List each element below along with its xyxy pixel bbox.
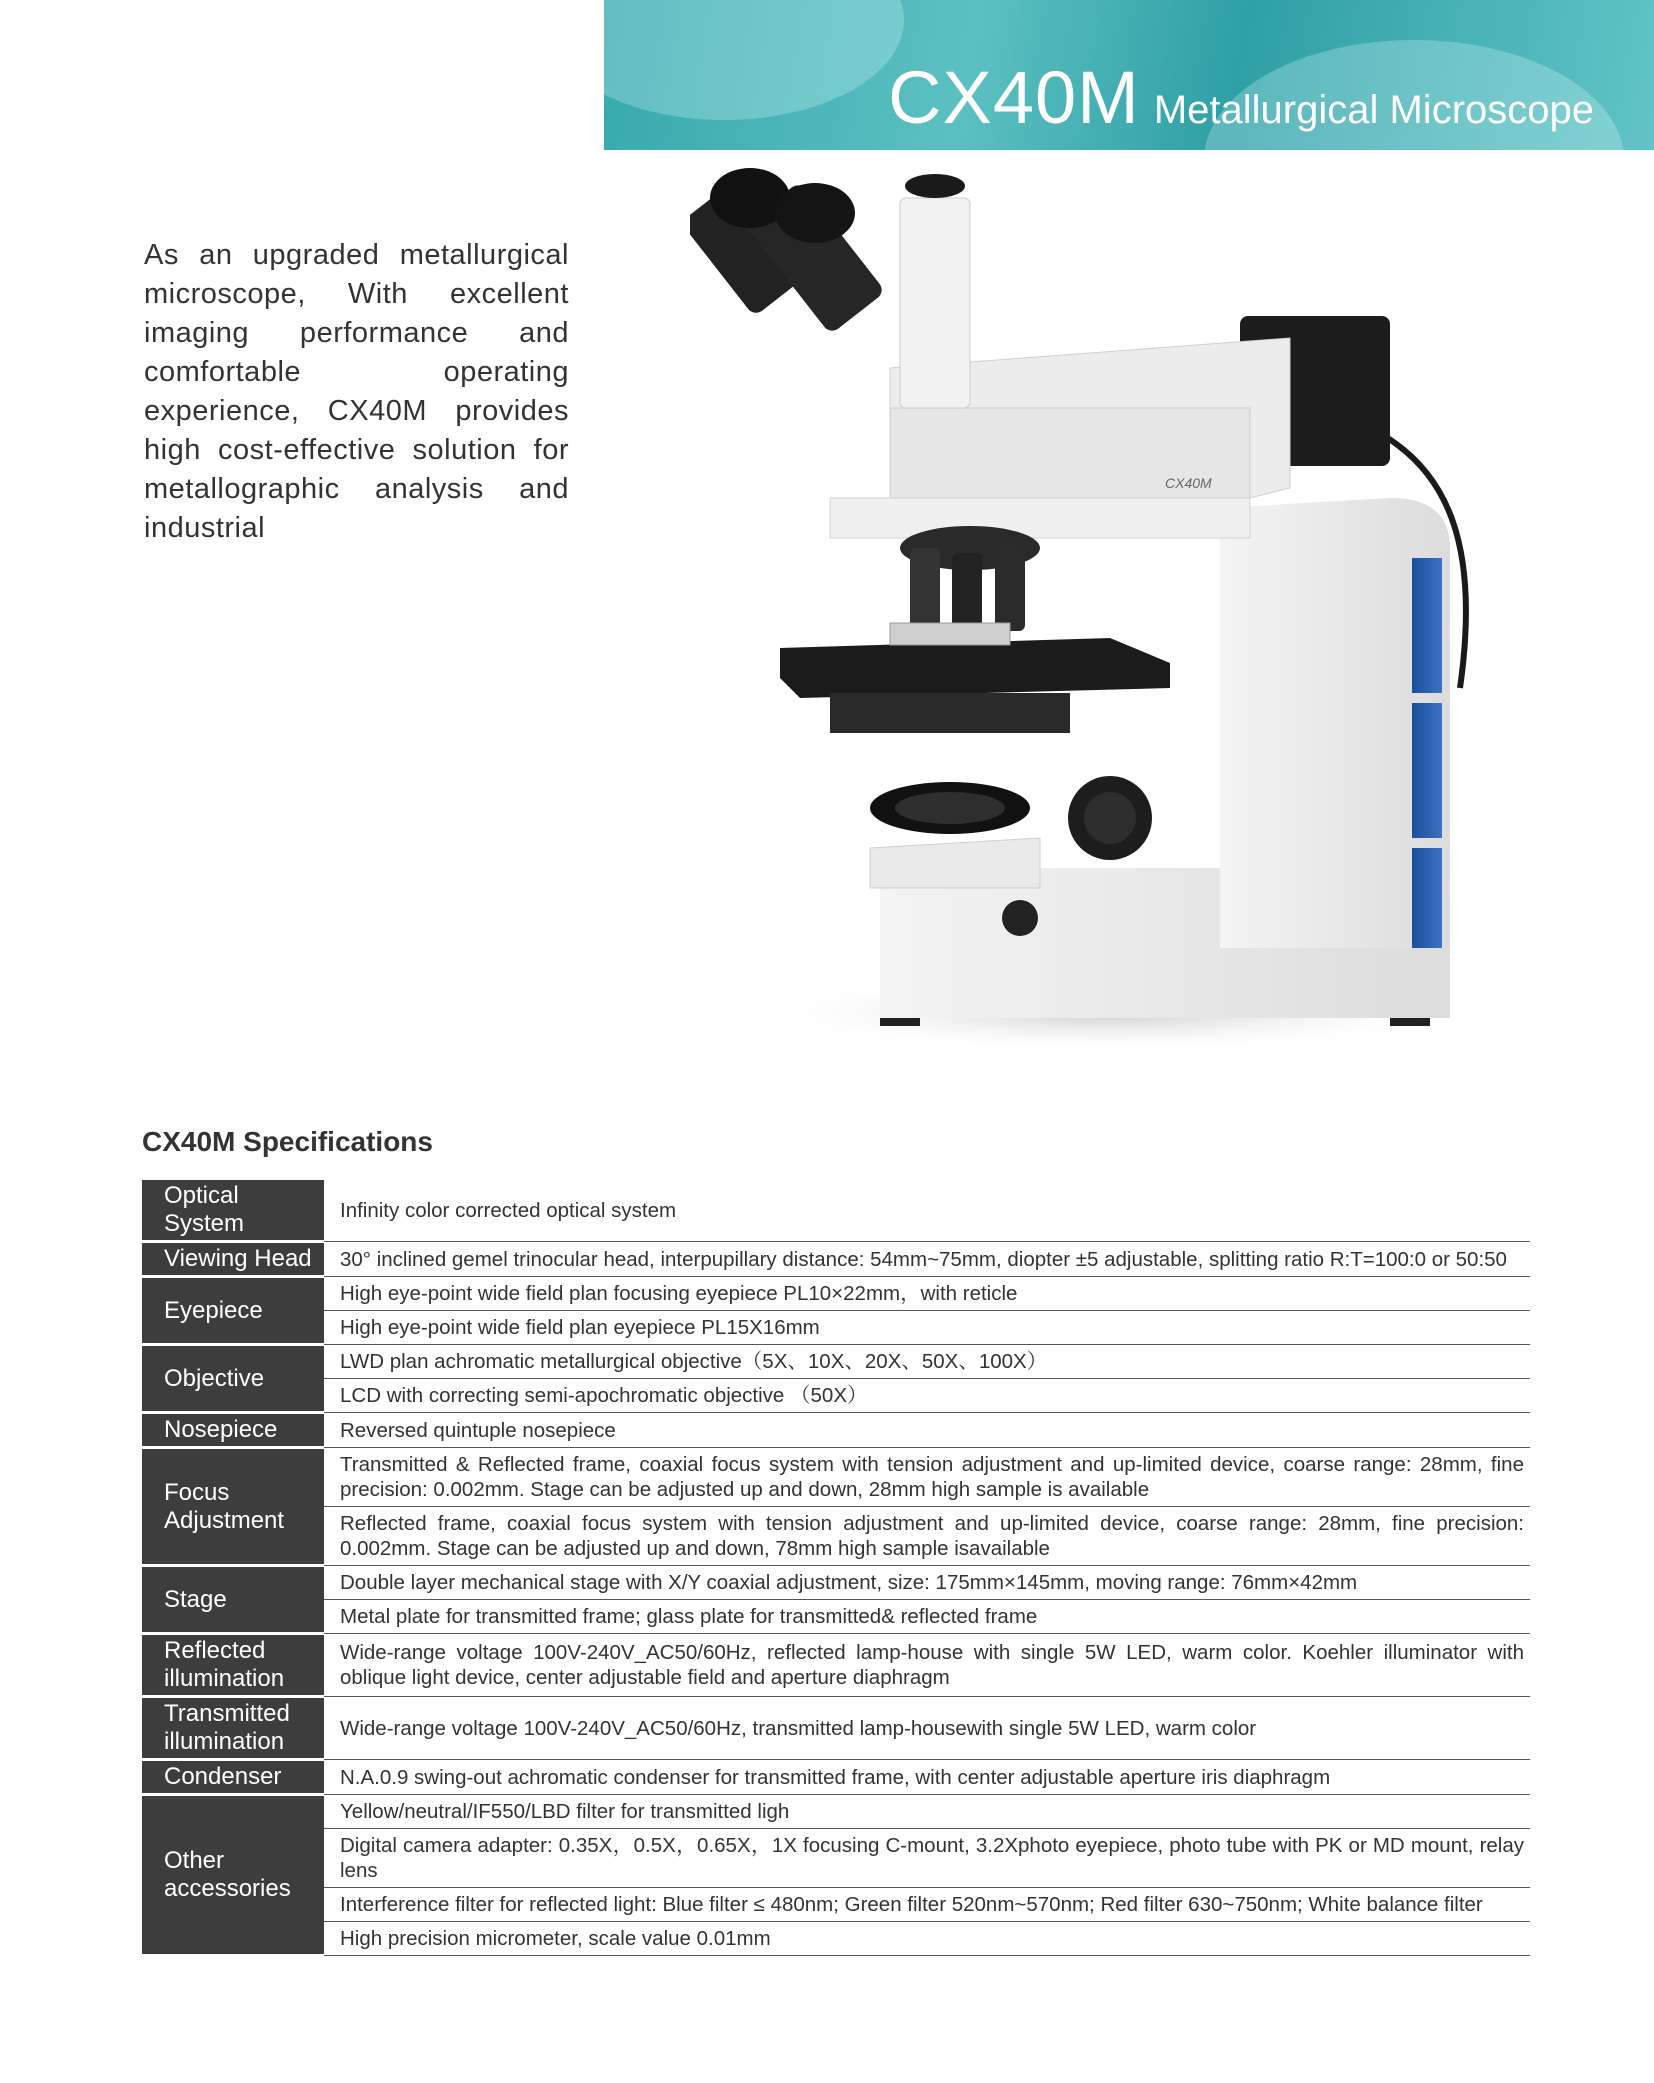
table-row	[142, 1180, 1530, 1242]
spec-value: High precision micrometer, scale value 0.01mm	[324, 1922, 1530, 1956]
table-row	[142, 1311, 1530, 1345]
product-subtitle: Metallurgical Microscope	[1153, 88, 1594, 132]
spec-category: Reflected illumination	[142, 1634, 324, 1697]
table-row	[142, 1413, 1530, 1448]
specs-table	[142, 1180, 1530, 1957]
spec-value: Yellow/neutral/IF550/LBD filter for transmitted ligh	[324, 1795, 1530, 1829]
spec-category: Transmitted illumination	[142, 1697, 324, 1760]
table-row	[142, 1634, 1530, 1697]
table-row	[142, 1829, 1530, 1888]
specs-title: CX40M Specifications	[142, 1126, 433, 1157]
microscope-image	[690, 168, 1550, 1048]
table-row	[142, 1760, 1530, 1795]
camera-port	[905, 174, 965, 198]
spec-value: Transmitted & Reflected frame, coaxial focus system with tension adjustment and up-limited device, coarse range: 28mm, fine precision: 0.002mm. Stage can be adjusted up and down, 28mm high sample is available	[324, 1448, 1530, 1507]
spec-category: Eyepiece	[142, 1277, 324, 1345]
spec-value: Reflected frame, coaxial focus system with tension adjustment and up-limited device, coarse range: 28mm, fine precision: 0.002mm. Stage can be adjusted up and down, 78mm high sample isavailable	[324, 1507, 1530, 1566]
table-row	[142, 1379, 1530, 1413]
spec-value: Reversed quintuple nosepiece	[324, 1413, 1530, 1448]
brightness-knob	[1002, 900, 1038, 936]
table-row	[142, 1242, 1530, 1277]
stage	[780, 638, 1170, 698]
spec-value: Wide-range voltage 100V-240V_AC50/60Hz, reflected lamp-house with single 5W LED, warm color. Koehler illuminator with oblique light device, center adjustable field and aperture diaphragm	[324, 1634, 1530, 1697]
table-row	[142, 1566, 1530, 1600]
spec-value: Interference filter for reflected light: Blue filter ≤ 480nm; Green filter 520nm~570nm; Red filter 630~750nm; White balance filter	[324, 1888, 1530, 1922]
header-banner	[604, 0, 1654, 150]
spec-value: Digital camera adapter: 0.35X，0.5X，0.65X，1X focusing C-mount, 3.2Xphoto eyepiece, photo tube with PK or MD mount, relay lens	[324, 1829, 1530, 1888]
spec-value: LWD plan achromatic metallurgical objective（5X、10X、20X、50X、100X）	[324, 1345, 1530, 1379]
spec-category: Stage	[142, 1566, 324, 1634]
table-row	[142, 1600, 1530, 1634]
table-row	[142, 1795, 1530, 1829]
spec-category: Condenser	[142, 1760, 324, 1795]
table-row	[142, 1922, 1530, 1956]
spec-value: N.A.0.9 swing-out achromatic condenser for transmitted frame, with center adjustable aperture iris diaphragm	[324, 1760, 1530, 1795]
table-row	[142, 1345, 1530, 1379]
eyepiece-right	[775, 183, 855, 243]
spec-category: Other accessories	[142, 1795, 324, 1956]
spec-value: Metal plate for transmitted frame; glass plate for transmitted& reflected frame	[324, 1600, 1530, 1634]
banner-texture	[604, 0, 904, 120]
spec-category: Nosepiece	[142, 1413, 324, 1448]
side-panel	[1412, 848, 1442, 948]
spec-value: High eye-point wide field plan focusing eyepiece PL10×22mm，with reticle	[324, 1277, 1530, 1311]
side-panel	[1412, 558, 1442, 693]
side-panel	[1412, 703, 1442, 838]
spec-value: Wide-range voltage 100V-240V_AC50/60Hz, transmitted lamp-housewith single 5W LED, warm color	[324, 1697, 1530, 1760]
objective	[995, 546, 1025, 631]
spec-category: Viewing Head	[142, 1242, 324, 1277]
table-row	[142, 1277, 1530, 1311]
spec-category: Objective	[142, 1345, 324, 1413]
spec-value: 30° inclined gemel trinocular head, interpupillary distance: 54mm~75mm, diopter ±5 adjustable, splitting ratio R:T=100:0 or 50:50	[324, 1242, 1530, 1277]
spec-value: LCD with correcting semi-apochromatic objective （50X）	[324, 1379, 1530, 1413]
spec-value: High eye-point wide field plan eyepiece PL15X16mm	[324, 1311, 1530, 1345]
intro-paragraph: As an upgraded metallurgical microscope, With excellent imaging performance and comfortable operating experience, CX40M provides high cost-effective solution for metallographic analysis and industrial	[144, 239, 569, 544]
spec-category: Optical System	[142, 1180, 324, 1242]
page-title	[888, 55, 1594, 140]
spec-category: Focus Adjustment	[142, 1448, 324, 1566]
spec-value: Infinity color corrected optical system	[324, 1180, 1530, 1242]
table-row	[142, 1697, 1530, 1760]
table-row	[142, 1448, 1530, 1507]
product-label: CX40M	[1165, 475, 1212, 491]
model-name: CX40M	[888, 56, 1140, 139]
table-row	[142, 1888, 1530, 1922]
table-row	[142, 1507, 1530, 1566]
spec-value: Double layer mechanical stage with X/Y coaxial adjustment, size: 175mm×145mm, moving range: 76mm×42mm	[324, 1566, 1530, 1600]
